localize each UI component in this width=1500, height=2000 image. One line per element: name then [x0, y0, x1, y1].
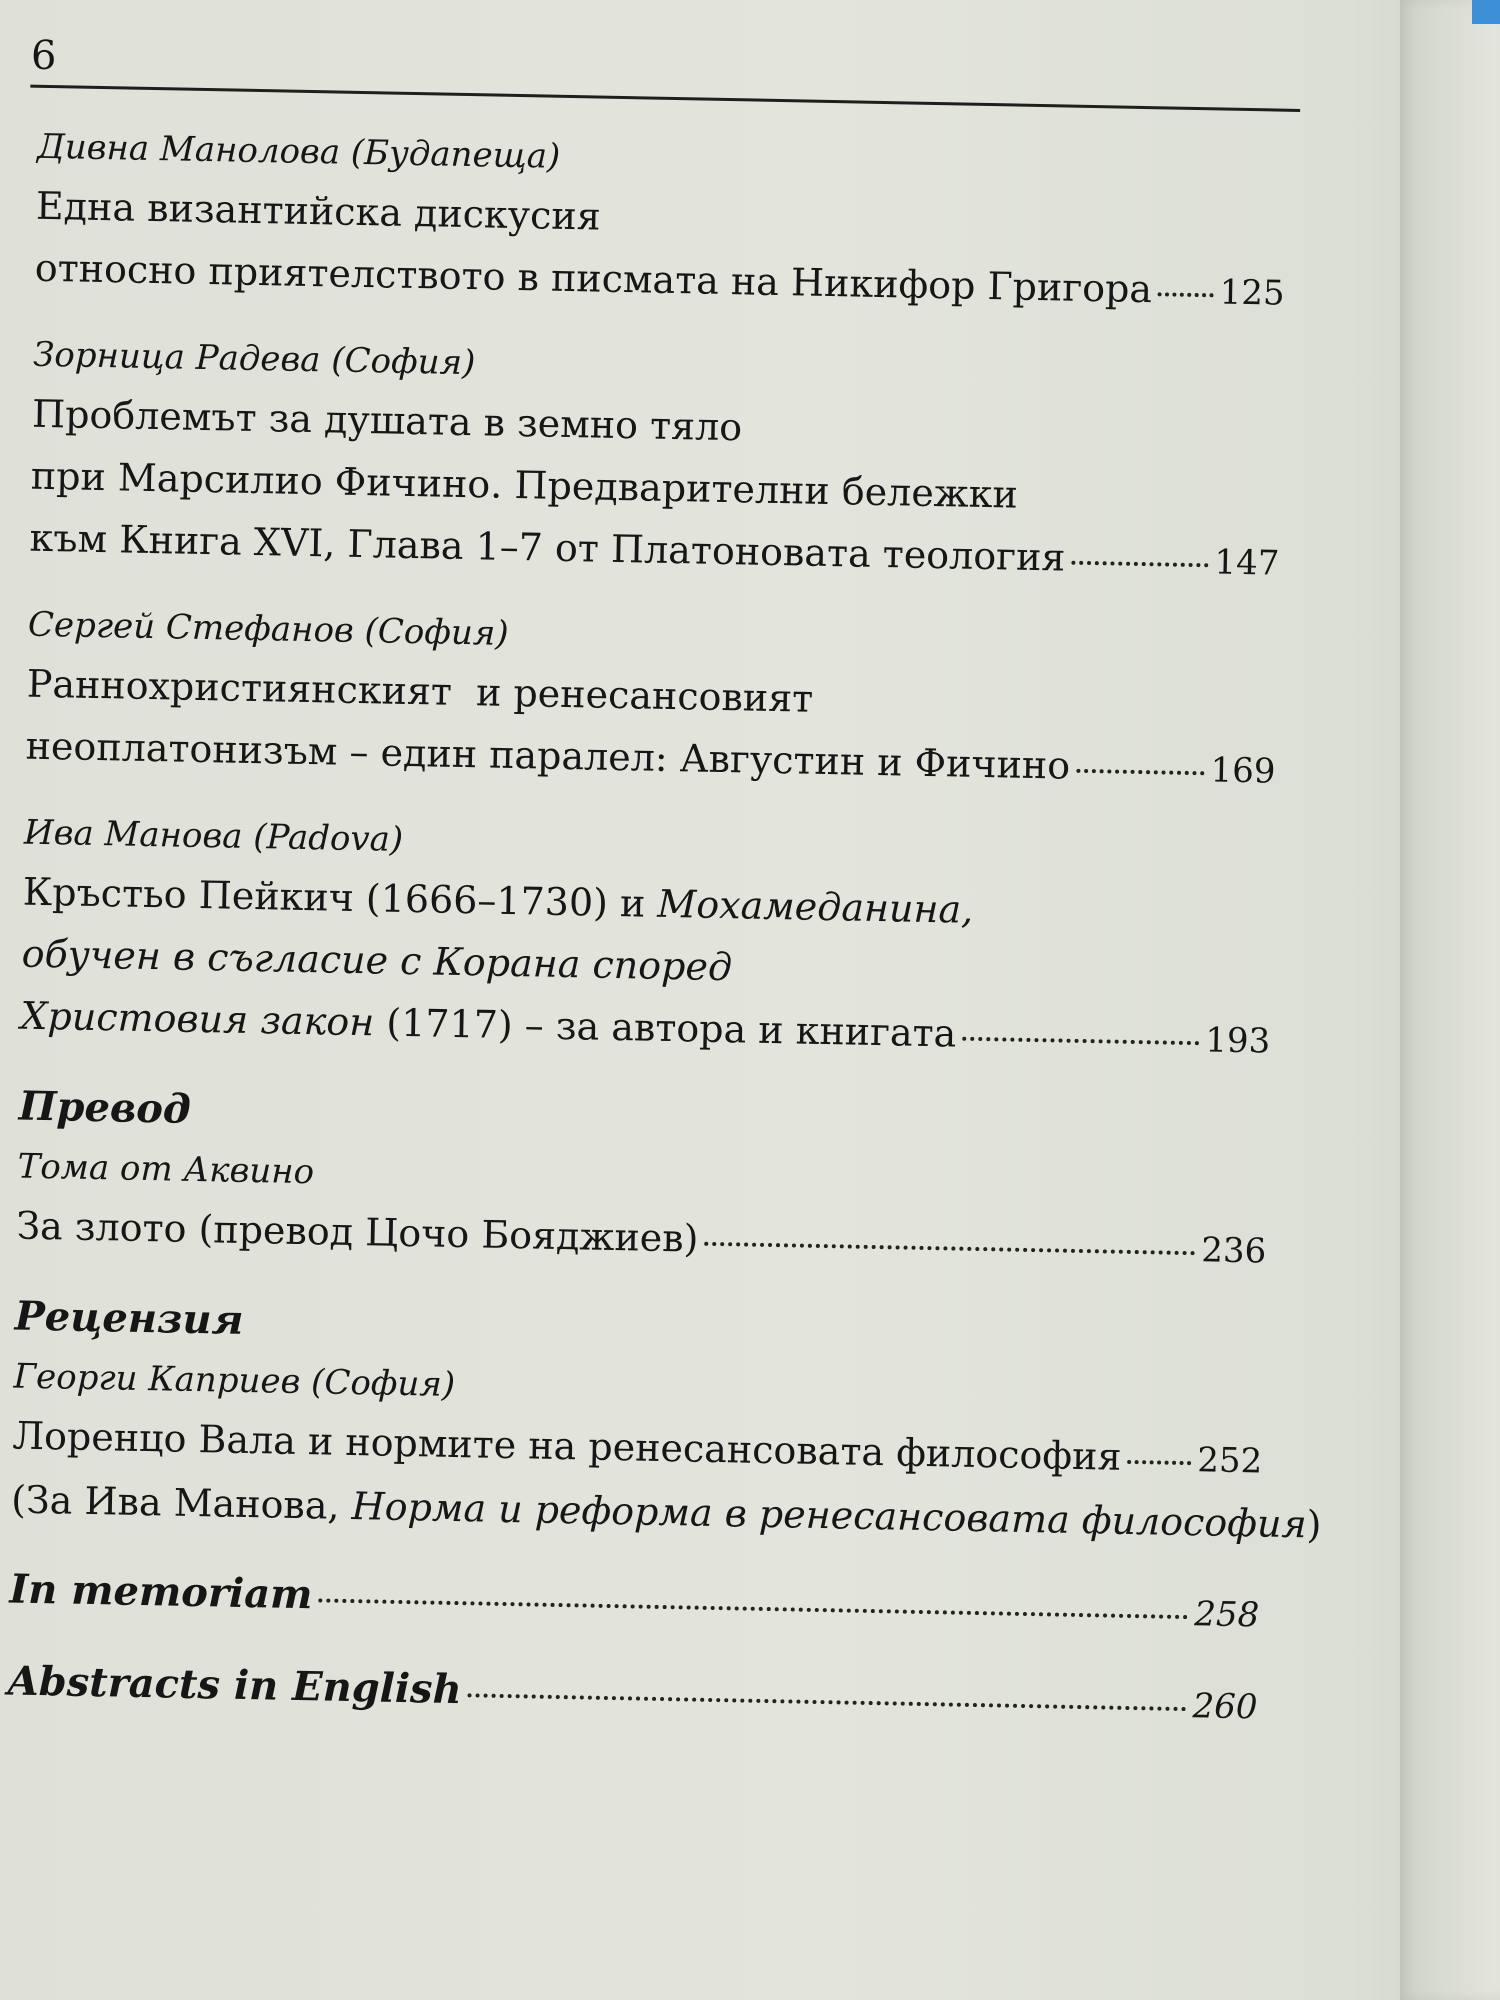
table-of-contents — [7, 119, 1322, 1741]
abstracts-page: 260 — [1192, 1686, 1258, 1728]
toc-entry — [10, 1349, 1322, 1555]
in-memoriam-page: 258 — [1193, 1594, 1260, 1636]
page-number: 6 — [30, 32, 57, 80]
dot-leader — [318, 1598, 1188, 1619]
dot-leader — [1071, 561, 1208, 568]
entry-page-number: 169 — [1210, 750, 1276, 792]
toc-in-memoriam — [9, 1556, 1260, 1648]
abstracts-label: Abstracts in English — [7, 1657, 463, 1714]
dot-leader — [1158, 292, 1214, 297]
entry-title-italic: Христовия закон — [20, 993, 375, 1045]
toc-entry — [29, 327, 1283, 595]
entry-page-number: 147 — [1214, 542, 1280, 584]
entry-author: Георги Каприев (София) — [13, 1356, 456, 1405]
entry-author: Дивна Манолова (Будапеща) — [36, 126, 561, 177]
entry-title-line: Една византийска дискусия — [35, 183, 602, 239]
entry-title-text: към Книга XVI, Глава 1–7 от Платоновата теология — [29, 515, 1066, 580]
toc-entry — [25, 597, 1278, 803]
section-heading-translation: Превод — [18, 1082, 192, 1133]
entry-title-line: Раннохристиянският и ренесансовият — [26, 661, 814, 721]
entry-title-text: Лоренцо Вала и нормите на ренесансовата философия — [12, 1413, 1122, 1479]
entry-subtitle-close: ) — [1306, 1502, 1322, 1547]
blue-background-corner — [1472, 0, 1500, 24]
header-rule — [30, 85, 1300, 112]
toc-entry — [16, 1139, 1268, 1283]
entry-subtitle-italic: Норма и реформа в ренесансовата философия — [351, 1484, 1308, 1547]
entry-author: Сергей Стефанов (София) — [27, 604, 509, 654]
toc-entry — [20, 805, 1274, 1073]
entry-page-number: 252 — [1196, 1440, 1263, 1482]
entry-title-regular: (1717) – за автора и книгата — [373, 1000, 957, 1056]
dot-leader — [1076, 769, 1205, 775]
dot-leader — [1127, 1460, 1191, 1465]
entry-subtitle-regular: (За Ива Манова, — [10, 1477, 353, 1529]
entry-title-italic: обучен в съгласие с Корана според — [21, 931, 733, 990]
dot-leader — [468, 1693, 1187, 1711]
section-heading-review: Рецензия — [14, 1292, 244, 1344]
dot-leader — [962, 1037, 1199, 1046]
entry-title-italic: Мохамеданина, — [657, 881, 974, 932]
entry-title-text: относно приятелството в писмата на Никифор Григора — [34, 245, 1153, 312]
entry-author: Зорница Радева (София) — [32, 334, 476, 384]
toc-entry — [34, 119, 1287, 325]
entry-page-number: 236 — [1200, 1230, 1267, 1272]
entry-title-regular: Кръстьо Пейкич (1666–1730) и — [22, 869, 658, 926]
entry-page-number: 125 — [1219, 272, 1285, 314]
entry-author: Тома от Аквино — [17, 1146, 315, 1193]
entry-title-text: неоплатонизъм – един паралел: Августин и Фичино — [25, 723, 1071, 788]
entry-title-line: при Марсилио Фичино. Предварителни бележки — [30, 453, 1019, 517]
in-memoriam-label: In memoriam — [9, 1565, 313, 1619]
entry-title-text: За злото (превод Цочо Бояджиев) — [16, 1203, 699, 1261]
entry-author: Ива Манова (Padova) — [23, 812, 404, 860]
facing-page-edge — [1400, 0, 1500, 2000]
dot-leader — [704, 1242, 1195, 1255]
toc-abstracts — [7, 1648, 1258, 1740]
entry-title-line: Проблемът за душата в земно тяло — [31, 391, 743, 450]
entry-page-number: 193 — [1204, 1020, 1271, 1062]
